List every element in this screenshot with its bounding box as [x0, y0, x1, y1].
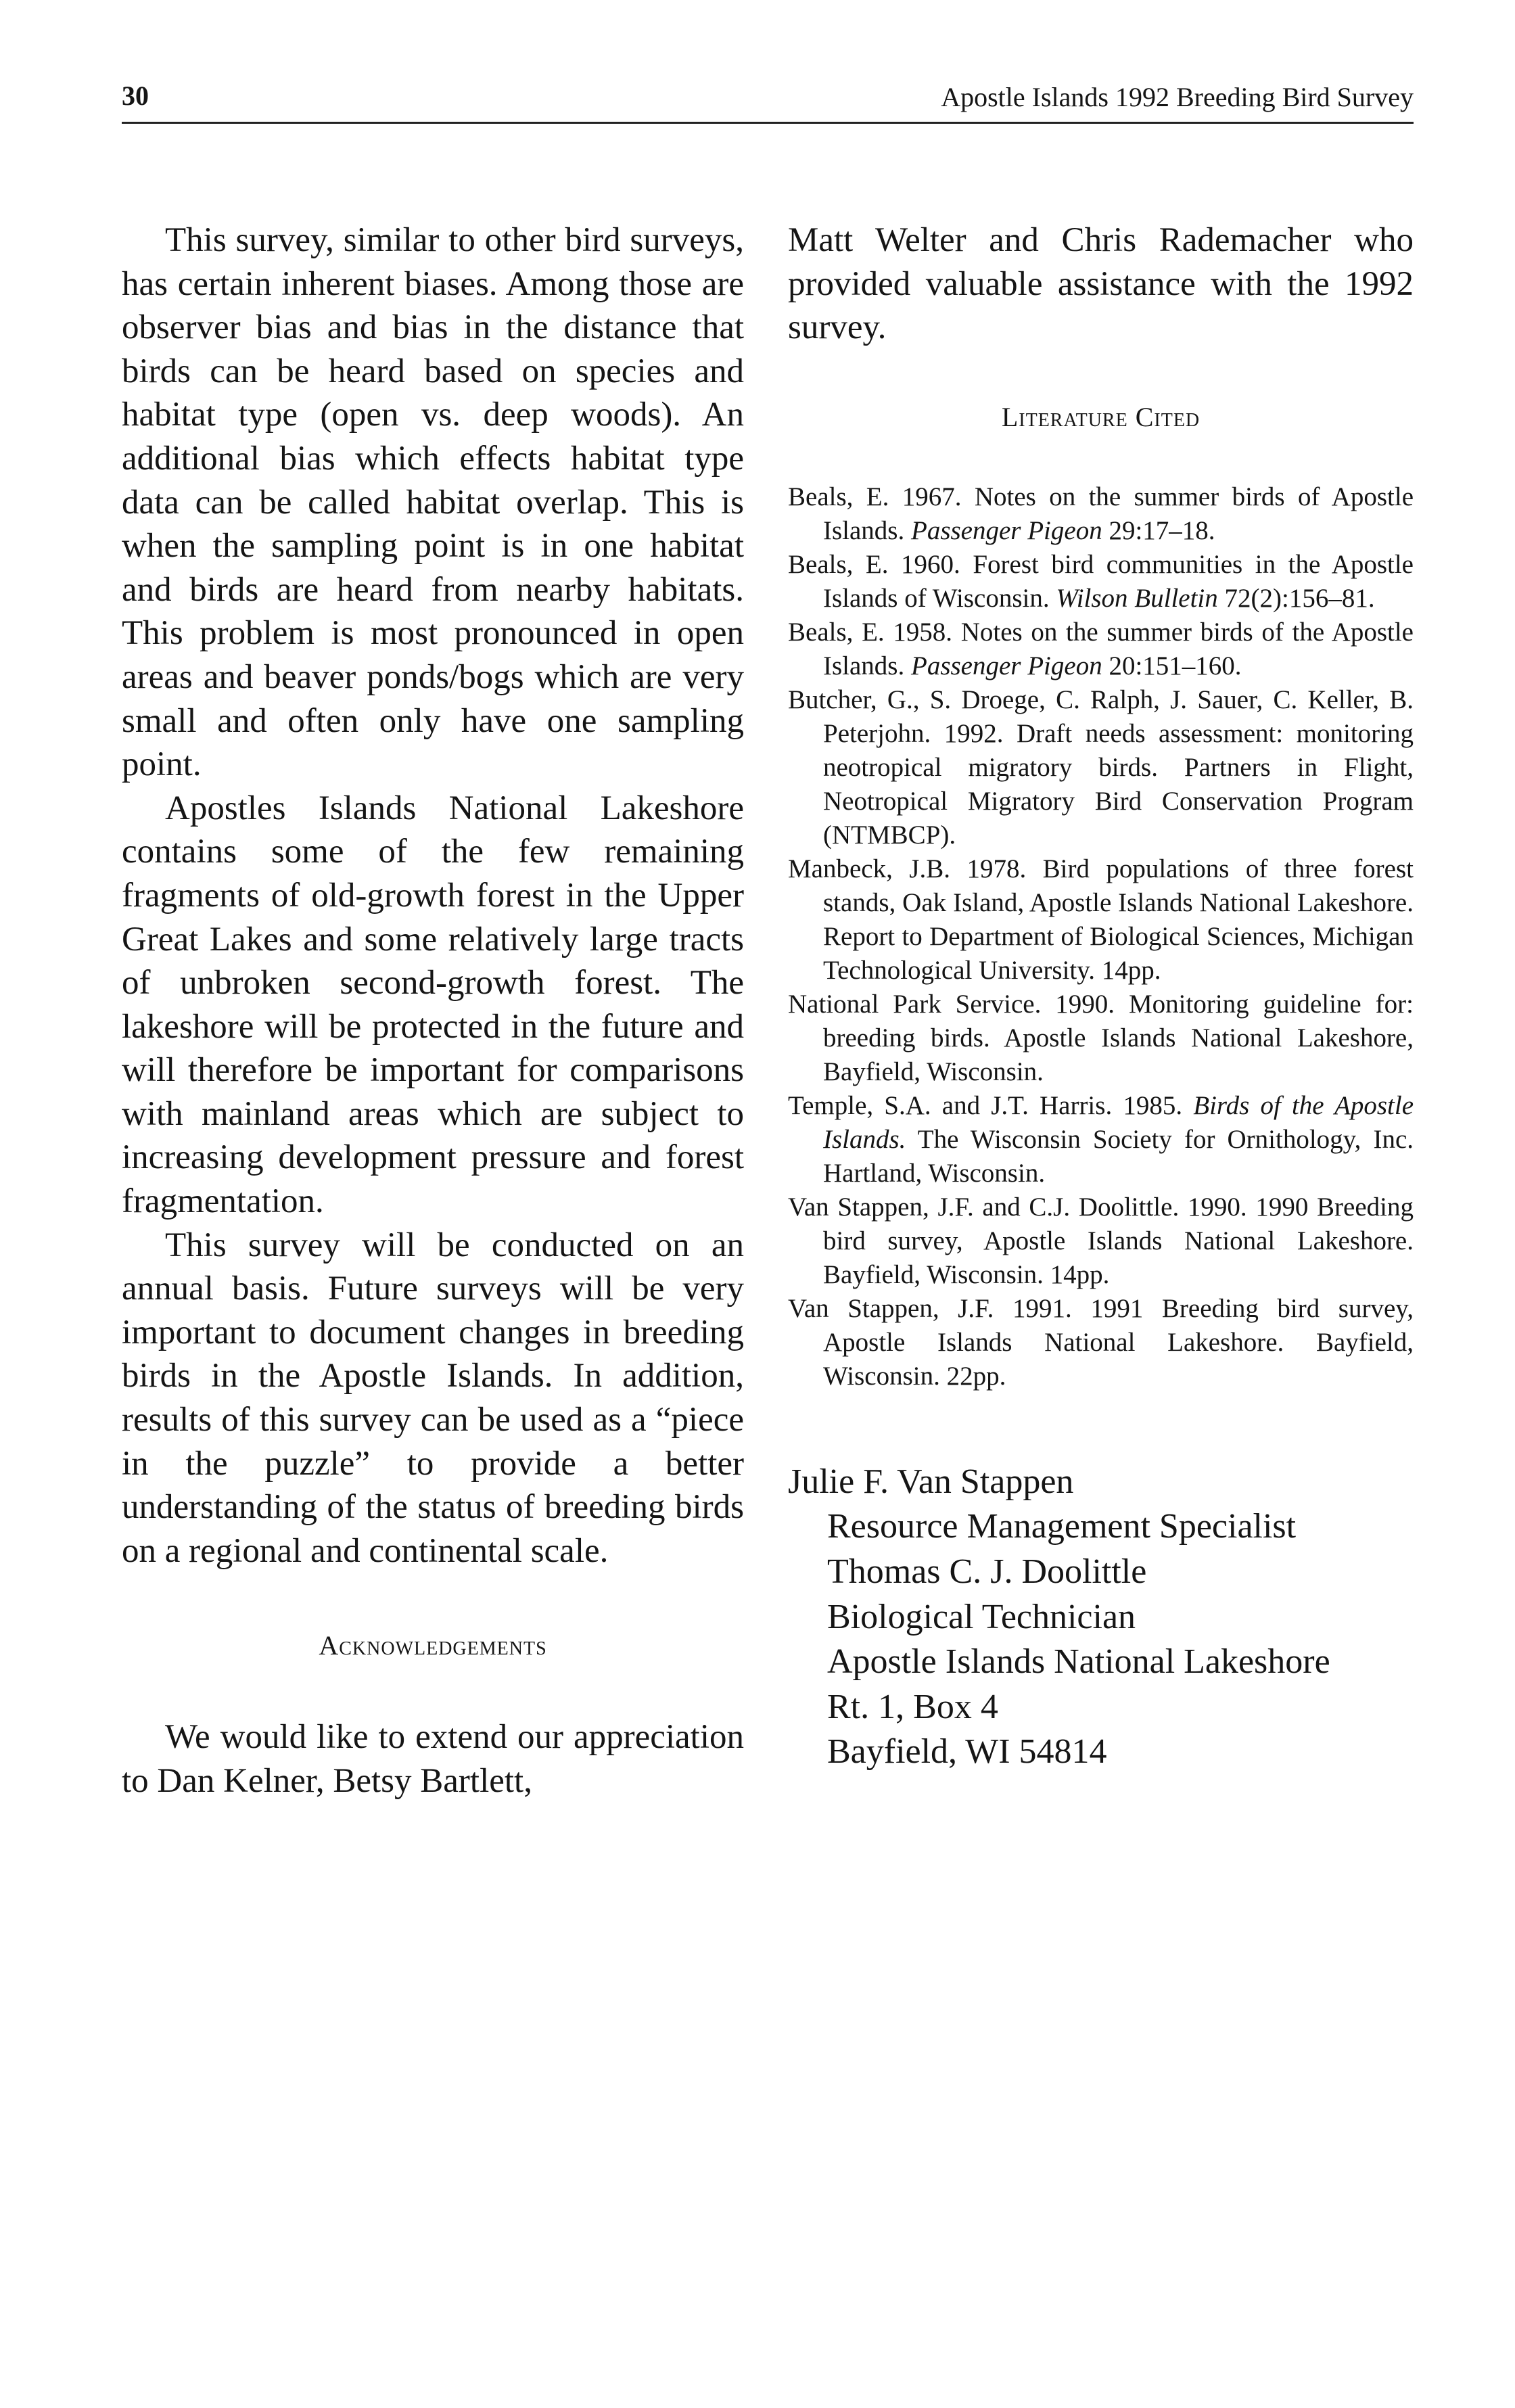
reference-text: Beals, E. 1958. Notes on the summer birds of the Apostle Islands. — [788, 617, 1414, 680]
reference-text: 72(2):156–81. — [1217, 583, 1375, 613]
reference-source: Passenger Pigeon — [911, 515, 1102, 545]
page-header — [122, 80, 1414, 124]
address-city: Bayfield, WI 54814 — [827, 1732, 1107, 1772]
organization: Apostle Islands National Lakeshore — [827, 1642, 1330, 1682]
author-name: Thomas C. J. Doolittle — [827, 1552, 1147, 1591]
reference-item — [788, 1190, 1414, 1292]
reference-item — [788, 616, 1414, 683]
acknowledgements-paragraph: We would like to extend our appreciation to Dan Kelner, Betsy Bartlett, — [122, 1718, 744, 1800]
reference-list — [788, 480, 1414, 1393]
reference-source: Wilson Bulletin — [1056, 583, 1218, 613]
reference-text: The Wisconsin Society for Ornithology, Inc. Hartland, Wisconsin. — [823, 1124, 1414, 1188]
reference-text: Manbeck, J.B. 1978. Bird populations of three forest stands, Oak Island, Apostle Islands National Lakeshore. Report to Department of Biological Sciences, Michigan Technological University. 14pp. — [788, 854, 1414, 985]
acknowledgements-continuation: Matt Welter and Chris Rademacher who provided valuable assistance with the 1992 survey. — [788, 221, 1414, 347]
reference-item — [788, 480, 1414, 548]
right-column — [788, 218, 1414, 1775]
reference-text: Van Stappen, J.F. and C.J. Doolittle. 1990. 1990 Breeding bird survey, Apostle Islands National Lakeshore. Bayfield, Wisconsin. 14pp. — [788, 1192, 1414, 1289]
reference-text: 20:151–160. — [1102, 651, 1242, 680]
reference-text: 29:17–18. — [1102, 515, 1215, 545]
reference-item — [788, 1292, 1414, 1393]
literature-cited-heading: Literature Cited — [1001, 401, 1201, 432]
reference-source: Birds of the Apostle Islands. — [823, 1090, 1414, 1154]
reference-item — [788, 988, 1414, 1089]
author-address-block — [788, 1460, 1414, 1775]
address-line: Rt. 1, Box 4 — [827, 1687, 998, 1726]
body-paragraph: This survey will be conducted on an annual basis. Future surveys will be very important to document changes in breeding birds in the Apostle Islands. In addition, results of this survey can be used as a “piece in the puzzle” to provide a better understanding of the status of breeding birds on a regional and continental scale. — [122, 1226, 744, 1570]
reference-text: National Park Service. 1990. Monitoring guideline for: breeding birds. Apostle Islands National Lakeshore, Bayfield, Wisconsin. — [788, 989, 1414, 1086]
body-paragraph: This survey, similar to other bird surveys, has certain inherent biases. Among those are observer bias and bias in the distance that birds can be heard based on species and habitat type (open vs. deep woods). An additional bias which effects habitat type data can be called habitat overlap. This is when the sampling point is in one habitat and birds are heard from nearby habitats. This problem is most pronounced in open areas and beaver ponds/bogs which are very small and often only have one sampling point. — [122, 221, 744, 784]
reference-item — [788, 548, 1414, 616]
reference-text: Butcher, G., S. Droege, C. Ralph, J. Sauer, C. Keller, B. Peterjohn. 1992. Draft needs assessment: monitoring neotropical migratory birds. Partners in Flight, Neotropical Migratory Bird Conservation Program (NTMBCP). — [788, 685, 1414, 850]
body-paragraph: Apostles Islands National Lakeshore contains some of the few remaining fragments of old-growth forest in the Upper Great Lakes and some relatively large tracts of unbroken second-growth forest. The lakeshore will be protected in the future and will therefore be important for comparisons with mainland areas which are subject to increasing development pressure and forest fragmentation. — [122, 789, 744, 1221]
author-title: Resource Management Specialist — [827, 1507, 1297, 1546]
running-head: Apostle Islands 1992 Breeding Bird Survey — [941, 82, 1414, 112]
left-column — [122, 218, 744, 1803]
author-name: Julie F. Van Stappen — [788, 1462, 1074, 1501]
reference-text: Beals, E. 1967. Notes on the summer birds of Apostle Islands. — [788, 482, 1414, 545]
reference-item — [788, 683, 1414, 852]
author-title: Biological Technician — [827, 1597, 1136, 1636]
acknowledgements-heading: Acknowledgements — [319, 1630, 547, 1661]
reference-text: Beals, E. 1960. Forest bird communities in the Apostle Islands of Wisconsin. — [788, 549, 1414, 613]
reference-text: Van Stappen, J.F. 1991. 1991 Breeding bird survey, Apostle Islands National Lakeshore. Bayfield, Wisconsin. 22pp. — [788, 1293, 1414, 1391]
reference-text: Temple, S.A. and J.T. Harris. 1985. — [788, 1090, 1194, 1120]
reference-item — [788, 1089, 1414, 1190]
reference-source: Passenger Pigeon — [911, 651, 1102, 680]
reference-item — [788, 852, 1414, 988]
page-number: 30 — [122, 80, 149, 111]
